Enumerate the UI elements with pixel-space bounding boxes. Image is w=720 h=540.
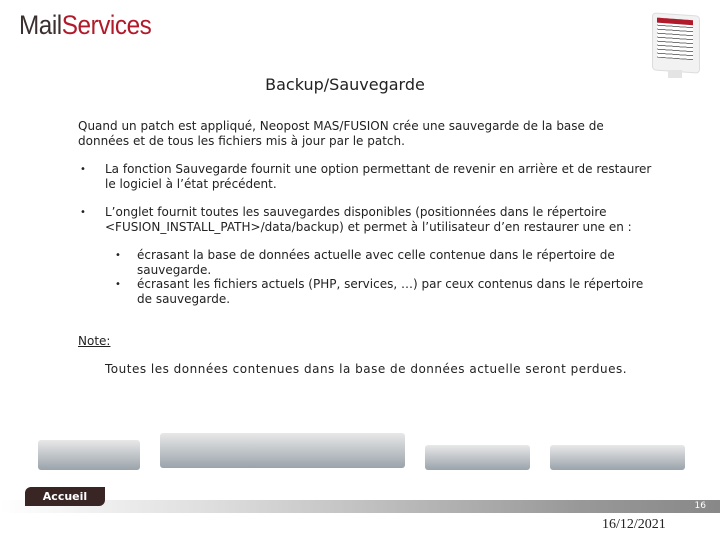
sub-bullet-text: écrasant la base de données actuelle avec celle contenue dans le répertoire de sauvegarde.: [137, 248, 615, 277]
footer-bar: [0, 500, 720, 513]
home-button[interactable]: Accueil: [25, 487, 105, 506]
bullet-text: La fonction Sauvegarde fournit une option permettant de revenir en arrière et de restaurer le logiciel à l’état précédent.: [105, 162, 652, 191]
machine-image: [160, 433, 405, 468]
sub-bullet-text: écrasant les fichiers actuels (PHP, services, …) par ceux contenus dans le répertoire de sauvegarde.: [137, 277, 644, 306]
monitor-image: [652, 12, 700, 73]
bullet-icon: •: [115, 279, 121, 290]
machine-image: [38, 440, 140, 470]
note-text: Toutes les données contenues dans la base de données actuelle seront perdues.: [105, 362, 628, 376]
bullet-icon: •: [80, 207, 86, 218]
intro-text: Quand un patch est appliqué, Neopost MAS/FUSION crée une sauvegarde de la base de données et de tous les fichiers mis à jour par le patch.: [78, 119, 604, 148]
date: 16/12/2021: [602, 517, 666, 532]
bullet-icon: •: [115, 250, 121, 261]
machine-image: [425, 445, 530, 470]
page-title: Backup/Sauvegarde: [265, 75, 425, 94]
bullet-text: L’onglet fournit toutes les sauvegardes disponibles (positionnées dans le répertoire <FUSION_INSTALL_PATH>/data/backup) et permet à l’utilisateur d’en restaurer une en :: [105, 205, 632, 234]
page-number: 16: [694, 501, 706, 511]
mailservices-logo: MailServices: [19, 10, 152, 40]
note-label: Note:: [78, 334, 111, 348]
bullet-icon: •: [80, 164, 86, 175]
machine-image: [550, 445, 685, 470]
